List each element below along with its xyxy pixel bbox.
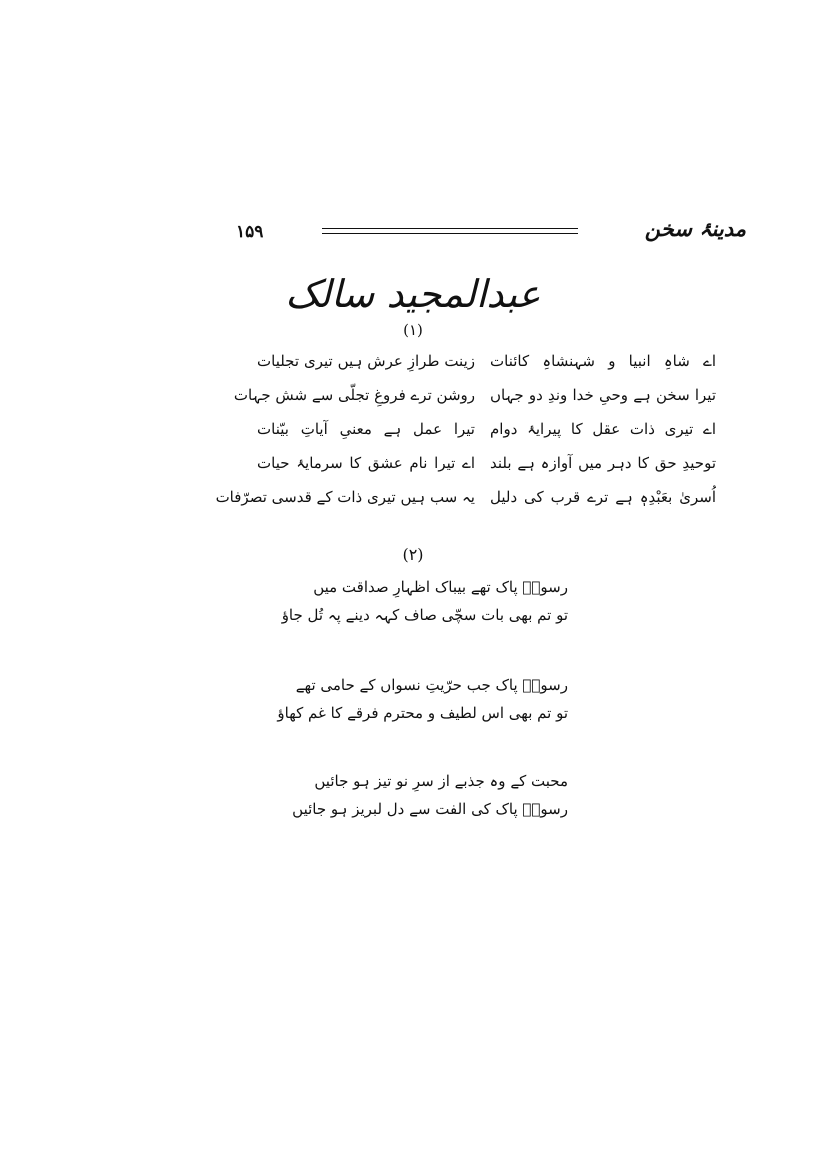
verse-left-2: روشن ترے فروغِ تجلّی سے شش جہات: [233, 386, 475, 404]
verse-right-3: اے تیری ذات عقل کا پیرایۂ دوام: [490, 420, 716, 438]
couplet-3-line-2: رسولؐ پاک کی الفت سے دل لبریز ہو جائیں: [292, 800, 568, 818]
header-rule-bottom: [322, 233, 578, 234]
section-number-1: (۱): [403, 321, 423, 339]
couplet-3-line-1: محبت کے وہ جذبے از سرِ نو تیز ہو جائیں: [314, 772, 568, 790]
verse-right-2: تیرا سخن ہے وحیِ خدا وندِ دو جہاں: [490, 386, 716, 404]
verse-right-1: اے شاہِ انبیا و شہنشاہِ کائنات: [490, 352, 716, 370]
running-title: مدینۂ سخن: [644, 216, 746, 241]
verse-left-4: اے تیرا نام عشق کا سرمایۂ حیات: [257, 454, 475, 472]
couplet-1-line-2: تو تم بھی بات سچّی صاف کہہ دینے پہ تُل جاؤ: [281, 606, 568, 624]
couplet-2-line-2: تو تم بھی اس لطیف و محترم فرقے کا غم کھاؤ: [277, 704, 568, 722]
header-rule-top: [322, 228, 578, 229]
verse-left-5: یہ سب ہیں تیری ذات کے قدسی تصرّفات: [215, 488, 475, 506]
poet-name: عبدالمجید سالک: [285, 272, 541, 316]
verse-left-3: تیرا عمل ہے معنیِ آیاتِ بیّنات: [257, 420, 475, 438]
couplet-1-line-1: رسولؐ پاک تھے بیباک اظہارِ صداقت میں: [313, 578, 568, 596]
verse-right-4: توحیدِ حق کا دہر میں آوازہ ہے بلند: [490, 454, 716, 472]
verse-left-1: زینت طرازِ عرش ہیں تیری تجلیات: [257, 352, 475, 370]
page-number: ۱۵۹: [236, 222, 264, 242]
section-number-2: (۲): [402, 545, 424, 564]
couplet-2-line-1: رسولؐ پاک جب حرّیتِ نسواں کے حامی تھے: [295, 676, 568, 694]
verse-right-5: اُسریٰ بعَبْدِہٖ ہے ترے قرب کی دلیل: [490, 488, 716, 506]
